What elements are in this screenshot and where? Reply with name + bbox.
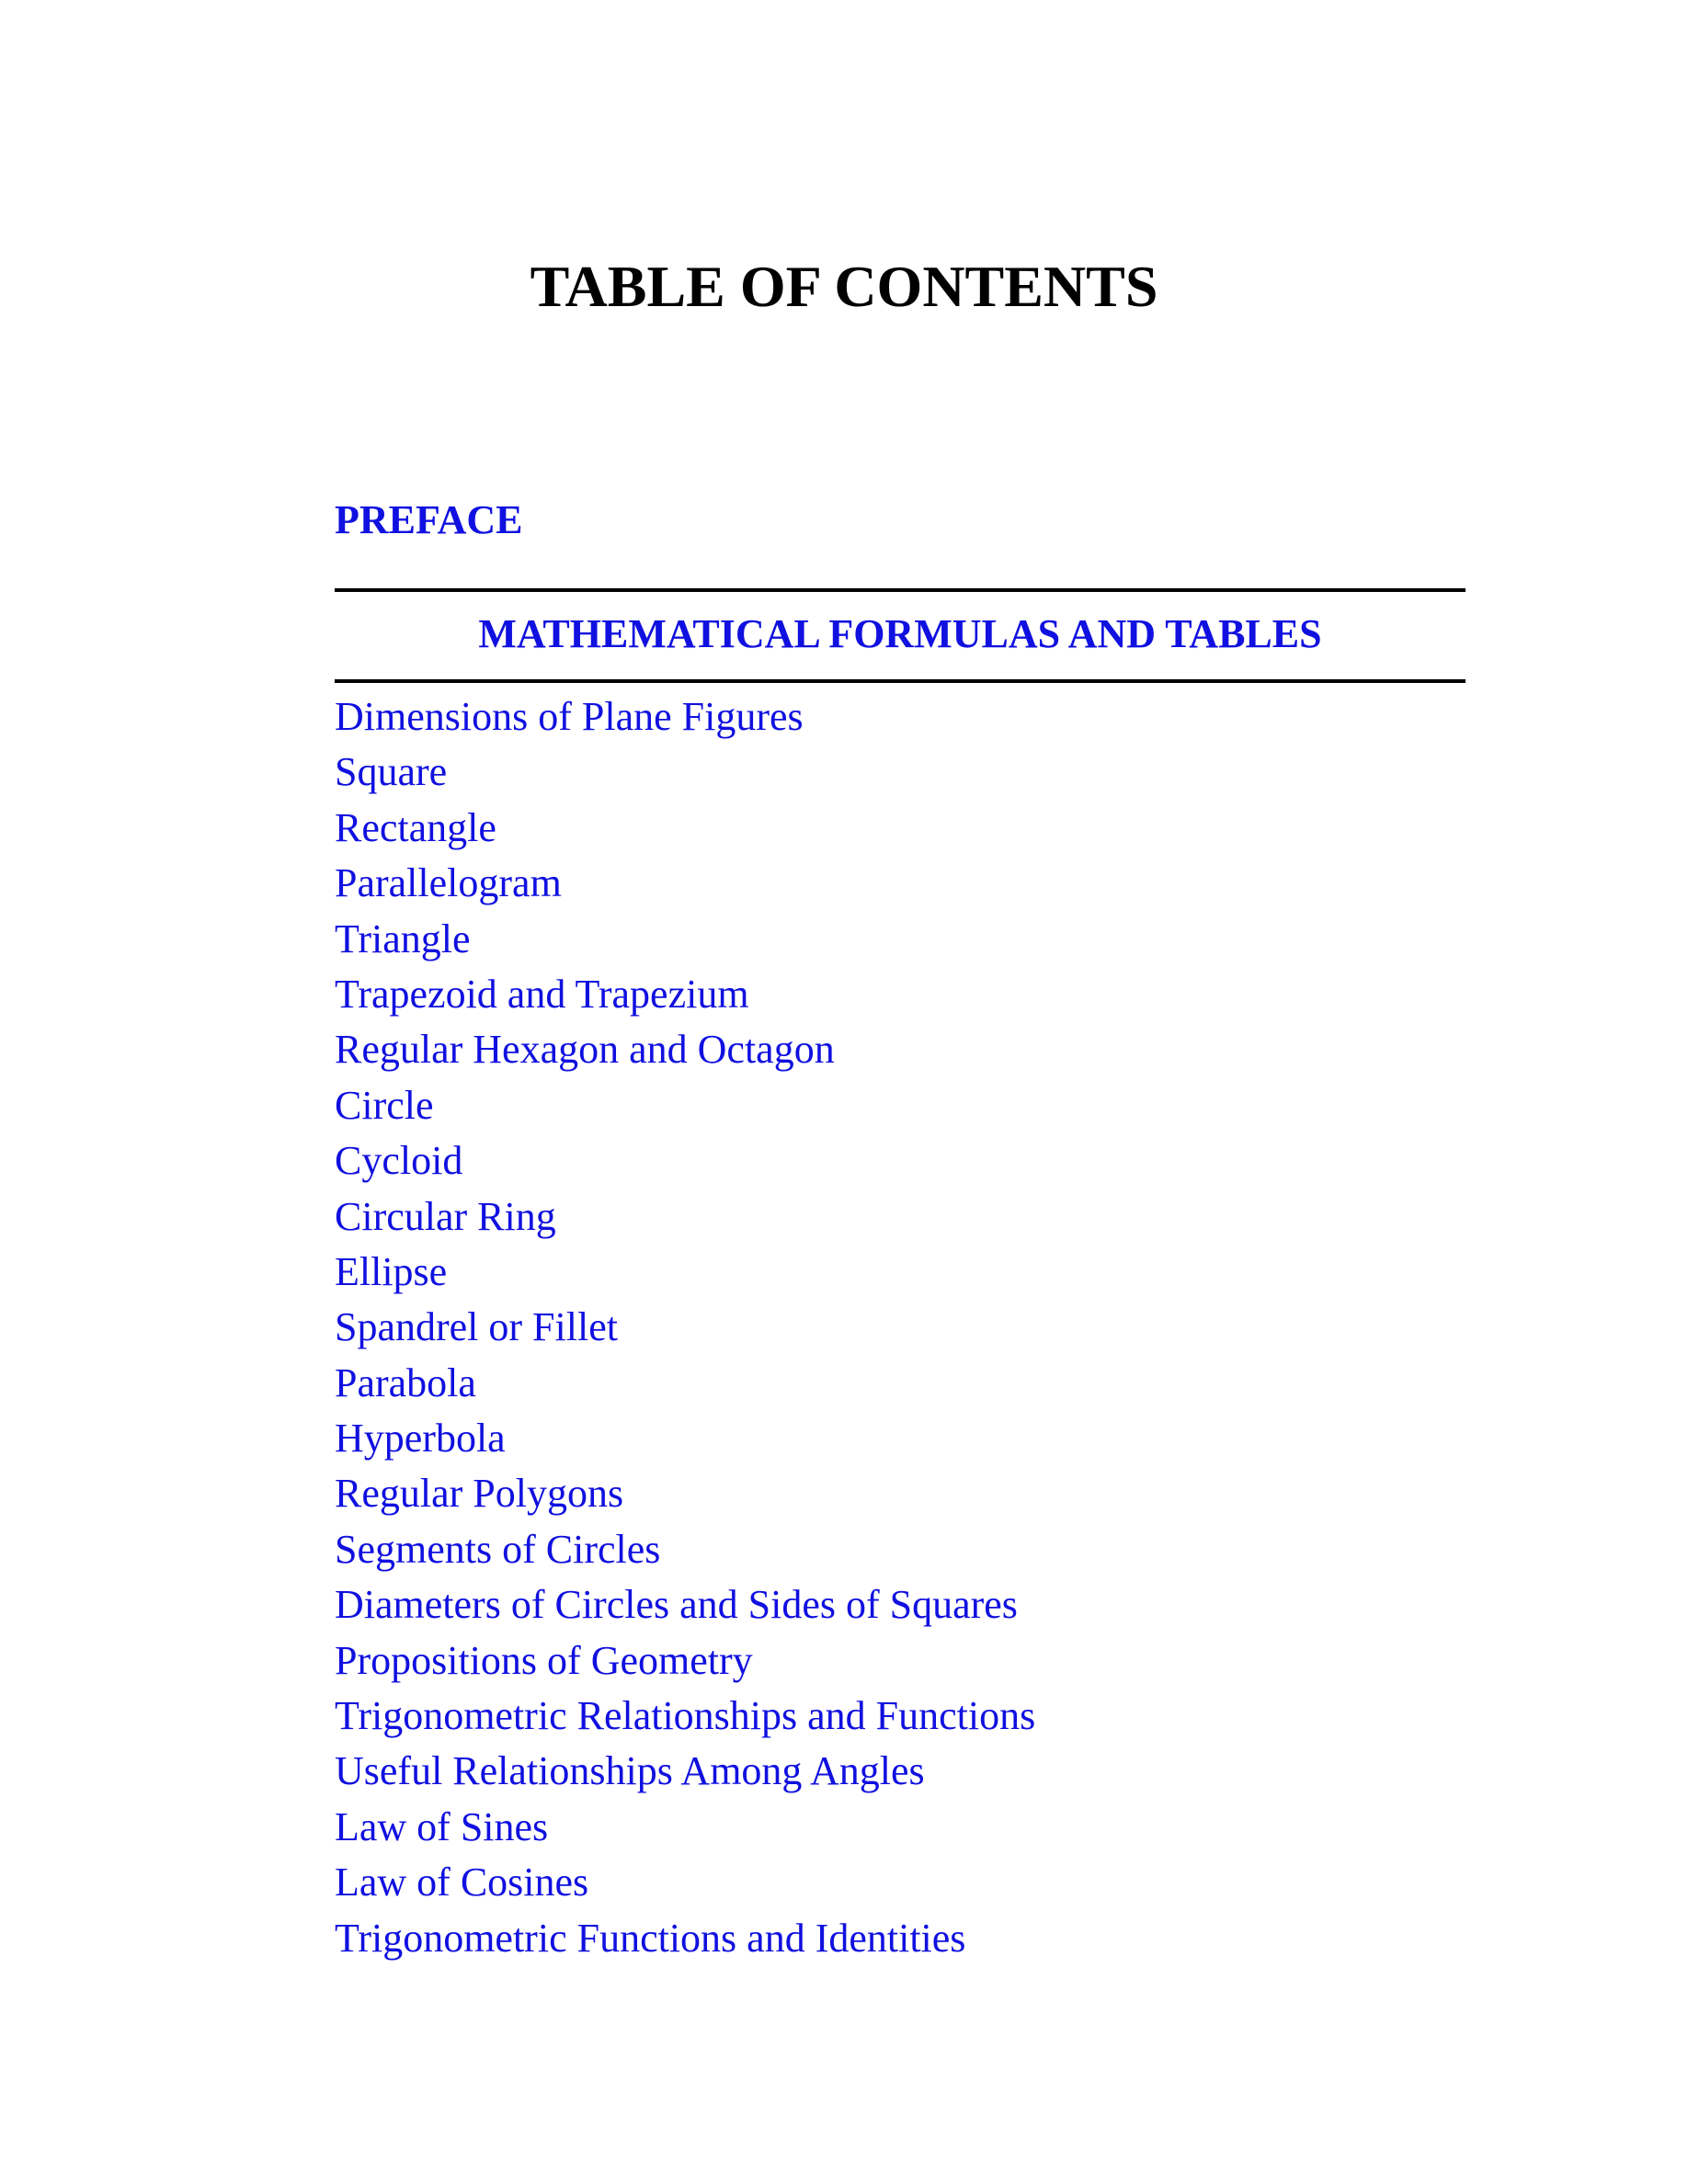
- toc-link[interactable]: Law of Sines: [335, 1803, 549, 1849]
- toc-link[interactable]: Trigonometric Functions and Identities: [335, 1915, 966, 1961]
- toc-item[interactable]: [335, 1192, 1035, 1247]
- toc-item[interactable]: [335, 1858, 1035, 1913]
- toc-link[interactable]: Dimensions of Plane Figures: [335, 694, 804, 739]
- toc-link[interactable]: Parabola: [335, 1359, 476, 1405]
- toc-item[interactable]: [335, 1803, 1035, 1858]
- toc-item[interactable]: [335, 1691, 1035, 1746]
- toc-link[interactable]: Square: [335, 749, 448, 795]
- toc-item[interactable]: [335, 1359, 1035, 1414]
- toc-link[interactable]: Law of Cosines: [335, 1860, 589, 1905]
- toc-item[interactable]: [335, 970, 1035, 1025]
- toc-link[interactable]: Useful Relationships Among Angles: [335, 1748, 925, 1794]
- toc-item[interactable]: [335, 1469, 1035, 1524]
- section-rule-bottom: [335, 679, 1466, 683]
- toc-item[interactable]: [335, 803, 1035, 859]
- toc-item[interactable]: [335, 859, 1035, 914]
- toc-item[interactable]: [335, 1914, 1035, 1969]
- toc-item[interactable]: [335, 1746, 1035, 1802]
- toc-link[interactable]: Ellipse: [335, 1248, 448, 1294]
- toc-item[interactable]: [335, 1081, 1035, 1136]
- toc-item[interactable]: [335, 747, 1035, 802]
- toc-link[interactable]: Rectangle: [335, 804, 496, 850]
- toc-link[interactable]: Regular Hexagon and Octagon: [335, 1027, 835, 1073]
- toc-item[interactable]: [335, 1525, 1035, 1580]
- toc-item[interactable]: [335, 692, 1035, 747]
- toc-link[interactable]: Parallelogram: [335, 860, 562, 906]
- toc-link[interactable]: Cycloid: [335, 1138, 463, 1184]
- toc-link[interactable]: Triangle: [335, 916, 471, 961]
- section-rule-top: [335, 588, 1466, 592]
- toc-item[interactable]: [335, 1414, 1035, 1469]
- toc-link[interactable]: Hyperbola: [335, 1416, 506, 1462]
- toc-link[interactable]: Spandrel or Fillet: [335, 1304, 618, 1350]
- toc-item[interactable]: [335, 915, 1035, 970]
- toc-list: [335, 692, 1035, 1969]
- section-heading-link[interactable]: MATHEMATICAL FORMULAS AND TABLES: [478, 611, 1322, 656]
- page-title: TABLE OF CONTENTS: [530, 254, 1158, 319]
- preface-link[interactable]: PREFACE: [335, 497, 523, 542]
- toc-item[interactable]: [335, 1247, 1035, 1302]
- toc-item[interactable]: [335, 1025, 1035, 1080]
- toc-item[interactable]: [335, 1580, 1035, 1635]
- toc-link[interactable]: Circular Ring: [335, 1193, 556, 1239]
- toc-link[interactable]: Trigonometric Relationships and Functions: [335, 1693, 1036, 1739]
- toc-item[interactable]: [335, 1636, 1035, 1691]
- toc-link[interactable]: Diameters of Circles and Sides of Squares: [335, 1582, 1018, 1628]
- toc-link[interactable]: Trapezoid and Trapezium: [335, 971, 749, 1017]
- toc-link[interactable]: Segments of Circles: [335, 1526, 661, 1572]
- toc-link[interactable]: Regular Polygons: [335, 1471, 624, 1517]
- toc-item[interactable]: [335, 1302, 1035, 1358]
- toc-link[interactable]: Circle: [335, 1082, 434, 1128]
- toc-link[interactable]: Propositions of Geometry: [335, 1637, 753, 1683]
- toc-item[interactable]: [335, 1136, 1035, 1191]
